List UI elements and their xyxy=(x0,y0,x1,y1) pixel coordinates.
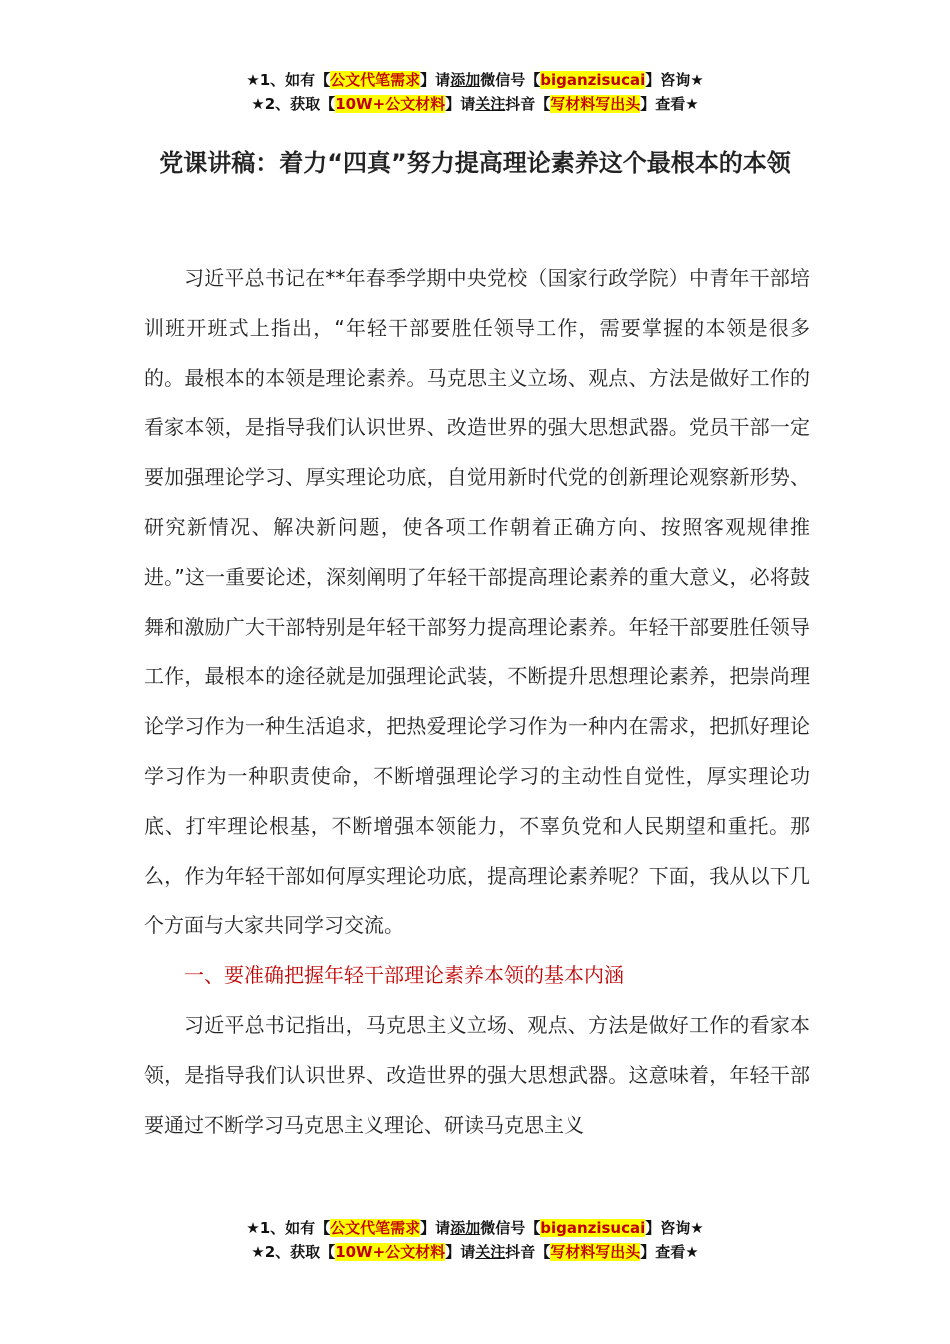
footer-banner xyxy=(0,1216,950,1264)
service-highlight: 公文代笔需求 xyxy=(330,1219,421,1237)
section-heading-1: 一、要准确把握年轻干部理论素养本领的基本内涵 xyxy=(184,963,624,988)
header-banner xyxy=(0,68,950,116)
banner-line-2: ★2、获取【10W+公文材料】请关注抖音【写材料写出头】查看★ xyxy=(251,95,699,113)
document-title: 党课讲稿：着力“四真”努力提高理论素养这个最根本的本领 xyxy=(159,149,791,177)
banner-line-1: ★1、如有【公文代笔需求】请添加微信号【biganzisucai】咨询★ xyxy=(246,71,704,89)
footer-line-2: ★2、获取【10W+公文材料】请关注抖音【写材料写出头】查看★ xyxy=(251,1243,699,1261)
douyin-id: 写材料写出头 xyxy=(550,1243,641,1261)
service-highlight: 公文代笔需求 xyxy=(330,71,421,89)
footer-line-1: ★1、如有【公文代笔需求】请添加微信号【biganzisucai】咨询★ xyxy=(246,1219,704,1237)
materials-highlight: 10W+公文材料 xyxy=(335,1243,446,1261)
wechat-id: biganzisucai xyxy=(540,71,646,89)
paragraph-1: 习近平总书记在**年春季学期中央党校（国家行政学院）中青年干部培训班开班式上指出，“年轻干部要胜任领导工作，需要掌握的本领是很多的。最根本的本领是理论素养。马克思主义立场、观点、方法是做好工作的看家本领，是指导我们认识世界、改造世界的强大思想武器。党员干部一定要加强理论学习、厚实理论功底，自觉用新时代党的创新理论观察新形势、研究新情况、解决新问题，使各项工作朝着正确方向、按照客观规律推进。”这一重要论述，深刻阐明了年轻干部提高理论素养的重大意义，必将鼓舞和激励广大干部特别是年轻干部努力提高理论素养。年轻干部要胜任领导工作，最根本的途径就是加强理论武装，不断提升思想理论素养，把崇尚理论学习作为一种生活追求，把热爱理论学习作为一种内在需求，把抓好理论学习作为一种职责使命，不断增强理论学习的主动性自觉性，厚实理论功底、打牢理论根基，不断增强本领能力，不辜负党和人民期望和重托。那么，作为年轻干部如何厚实理论功底，提高理论素养呢？下面，我从以下几个方面与大家共同学习交流。 xyxy=(144,266,810,938)
douyin-id: 写材料写出头 xyxy=(550,95,641,113)
document-body xyxy=(144,254,810,1150)
wechat-id: biganzisucai xyxy=(540,1219,646,1237)
paragraph-2: 习近平总书记指出，马克思主义立场、观点、方法是做好工作的看家本领，是指导我们认识世界、改造世界的强大思想武器。这意味着，年轻干部要通过不断学习马克思主义理论、研读马克思主义 xyxy=(144,1012,810,1137)
materials-highlight: 10W+公文材料 xyxy=(335,95,446,113)
